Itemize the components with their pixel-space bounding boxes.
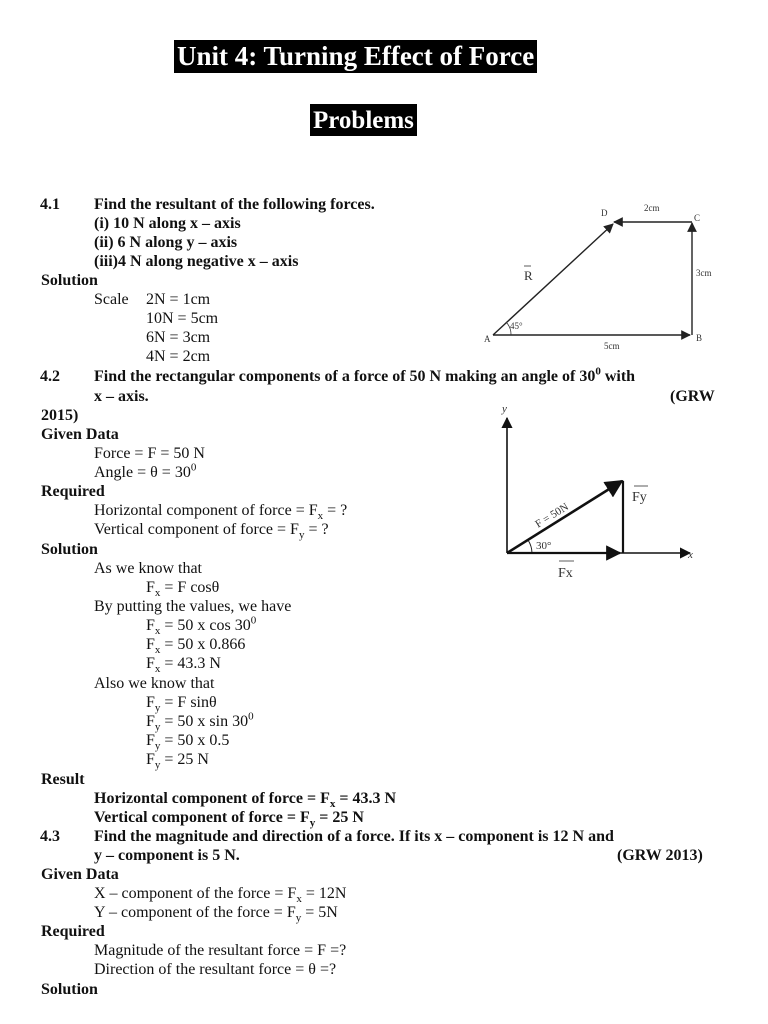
equation: $F_y = F$ sinθ <box>146 694 217 715</box>
problem-item: (i) 10 N along x – axis <box>94 215 241 232</box>
problem-number: 4.3 <box>40 828 60 845</box>
equation: $F_y = 50$ x $\sin 30^0$ <box>146 710 254 734</box>
resultant-label: R <box>524 268 533 283</box>
equation: $F_x = 43.3$ N <box>146 655 221 676</box>
result-line: Horizontal component of force = $F_x = 43.3$ N <box>94 790 397 811</box>
equation: $F_y = 50$ x 0.5 <box>146 732 230 753</box>
result-line: Vertical component of force = $F_y = 25$ N <box>94 809 364 830</box>
y-axis-label: y <box>502 403 507 415</box>
angle-label: 30° <box>536 540 552 552</box>
scale-line: 6N = 3cm <box>146 329 211 346</box>
reference: 2015) <box>41 407 79 424</box>
problem-question: y – component is 5 N. <box>94 847 240 864</box>
equation: $F_x = 50$ x $\cos 30^0$ <box>146 614 257 638</box>
scale-line: 2N = 1cm <box>146 291 211 308</box>
problem-number: 4.1 <box>40 196 60 213</box>
point-b-label: B <box>696 333 703 343</box>
point-a-label: A <box>484 334 491 344</box>
resultant-force-diagram <box>480 198 720 353</box>
fy-label: Fy <box>632 490 647 505</box>
equation: $F_x = F$ cosθ <box>146 579 220 600</box>
resultant-vector <box>493 224 613 335</box>
given-angle: Angle = $\theta = 30^0$ <box>94 461 197 481</box>
required-line: Direction of the resultant force = θ =? <box>94 961 337 978</box>
scale-line: 10N = 5cm <box>146 310 219 327</box>
result-heading: Result <box>41 771 85 788</box>
problem-question: Find the magnitude and direction of a force. If its x – component is 12 N and <box>94 828 614 845</box>
problem-question: x – axis. <box>94 388 149 405</box>
point-c-label: C <box>694 213 701 223</box>
angle-arc <box>528 540 532 553</box>
problem-item: (ii) 6 N along y – axis <box>94 234 238 251</box>
required-line: Horizontal component of force = $F_x$ = ? <box>94 502 348 523</box>
solution-heading: Solution <box>41 272 98 289</box>
given-heading: Given Data <box>41 426 119 443</box>
problem-item: (iii)4 N along negative x – axis <box>94 253 299 270</box>
scale-line: 4N = 2cm <box>146 348 211 365</box>
solution-text: By putting the values, we have <box>94 598 292 615</box>
problem-number: 4.2 <box>40 368 60 385</box>
solution-text: As we know that <box>94 560 202 577</box>
page-subtitle: Problems <box>310 104 417 136</box>
solution-heading: Solution <box>41 541 98 558</box>
required-heading: Required <box>41 923 105 940</box>
problem-question: Find the rectangular components of a force of 50 N making an angle of $30^0$ with <box>94 365 636 385</box>
force-label: F = 50N <box>533 500 571 531</box>
equation: $F_x = 50$ x 0.866 <box>146 636 246 657</box>
reference: (GRW <box>670 388 715 405</box>
given-line: X – component of the force = $F_x = 12N$ <box>94 885 347 906</box>
given-force: Force = F = 50 N <box>94 445 205 462</box>
required-heading: Required <box>41 483 105 500</box>
solution-text: Also we know that <box>94 675 215 692</box>
required-line: Vertical component of force = $F_y$ = ? <box>94 521 329 542</box>
given-heading: Given Data <box>41 866 119 883</box>
problem-question: Find the resultant of the following forces. <box>94 196 375 213</box>
bottom-length-label: 5cm <box>604 341 620 351</box>
force-vector <box>507 481 622 553</box>
reference: (GRW 2013) <box>617 847 703 864</box>
equation: $F_y = 25$ N <box>146 751 209 772</box>
solution-heading: Solution <box>41 981 98 998</box>
right-length-label: 3cm <box>696 268 712 278</box>
page-title: Unit 4: Turning Effect of Force <box>174 40 537 73</box>
top-length-label: 2cm <box>644 203 660 213</box>
scale-label: Scale <box>94 291 129 308</box>
angle-label: 45° <box>510 321 523 331</box>
x-axis-label: x <box>688 549 693 561</box>
point-d-label: D <box>601 208 608 218</box>
fx-label: Fx <box>558 566 573 581</box>
required-line: Magnitude of the resultant force = F =? <box>94 942 347 959</box>
force-components-diagram <box>480 398 700 588</box>
given-line: Y – component of the force = $F_y = 5N$ <box>94 904 338 925</box>
